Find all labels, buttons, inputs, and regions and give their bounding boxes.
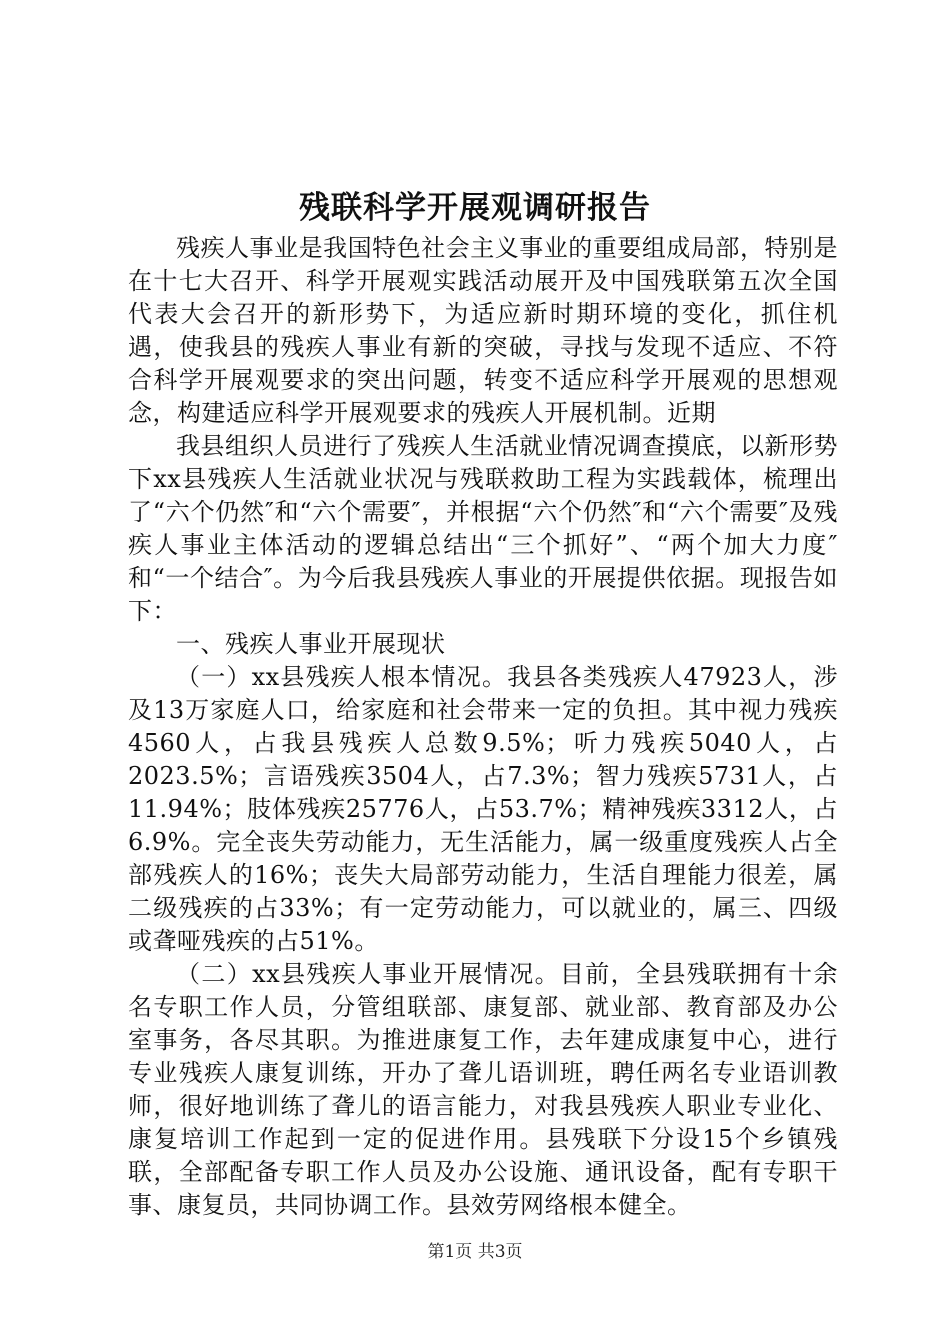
document-body: [128, 232, 838, 1222]
document-title: 残联科学开展观调研报告: [299, 190, 651, 226]
paragraph-development-situation: （二）xx县残疾人事业开展情况。目前，全县残联拥有十余名专职工作人员，分管组联部、康复部、就业部、教育部及办公室事务，各尽其职。为推进康复工作，去年建成康复中心，进行专业残疾人康复训练，开办了聋儿语训班，聘任两名专业语训教师，很好地训练了聋儿的语言能力，对我县残疾人职业专业化、康复培训工作起到一定的促进作用。县残联下分设15个乡镇残联，全部配备专职工作人员及办公设施、通讯设备，配有专职干事、康复员，共同协调工作。县效劳网络根本健全。: [128, 960, 838, 1219]
paragraph-basic-situation: （一）xx县残疾人根本情况。我县各类残疾人47923人，涉及13万家庭人口，给家庭和社会带来一定的负担。其中视力残疾4560人，占我县残疾人总数9.5%；听力残疾5040人，占2023.5%；言语残疾3504人，占7.3%；智力残疾5731人，占11.94%；肢体残疾25776人，占53.7%；精神残疾3312人，占6.9%。完全丧失劳动能力，无生活能力，属一级重度残疾人占全部残疾人的16%；丧失大局部劳动能力，生活自理能力很差，属二级残疾的占33%；有一定劳动能力，可以就业的，属三、四级或聋哑残疾的占51%。: [128, 663, 838, 955]
section-heading: 一、残疾人事业开展现状: [176, 630, 446, 658]
page-footer: 第1页 共3页: [427, 1242, 523, 1262]
paragraph-intro: 残疾人事业是我国特色社会主义事业的重要组成局部，特别是在十七大召开、科学开展观实践活动展开及中国残联第五次全国代表大会召开的新形势下，为适应新时期环境的变化，抓住机遇，使我县的残疾人事业有新的突破，寻找与发现不适应、不符合科学开展观要求的突出问题，转变不适应科学开展观的思想观念，构建适应科学开展观要求的残疾人开展机制。近期: [128, 234, 838, 427]
paragraph-survey: 我县组织人员进行了残疾人生活就业情况调查摸底，以新形势下xx县残疾人生活就业状况与残联救助工程为实践载体，梳理出了“六个仍然″和“六个需要″，并根据“六个仍然″和“六个需要″及残疾人事业主体活动的逻辑总结出“三个抓好”、“两个加大力度″和“一个结合″。为今后我县残疾人事业的开展提供依据。现报告如下：: [128, 432, 838, 625]
